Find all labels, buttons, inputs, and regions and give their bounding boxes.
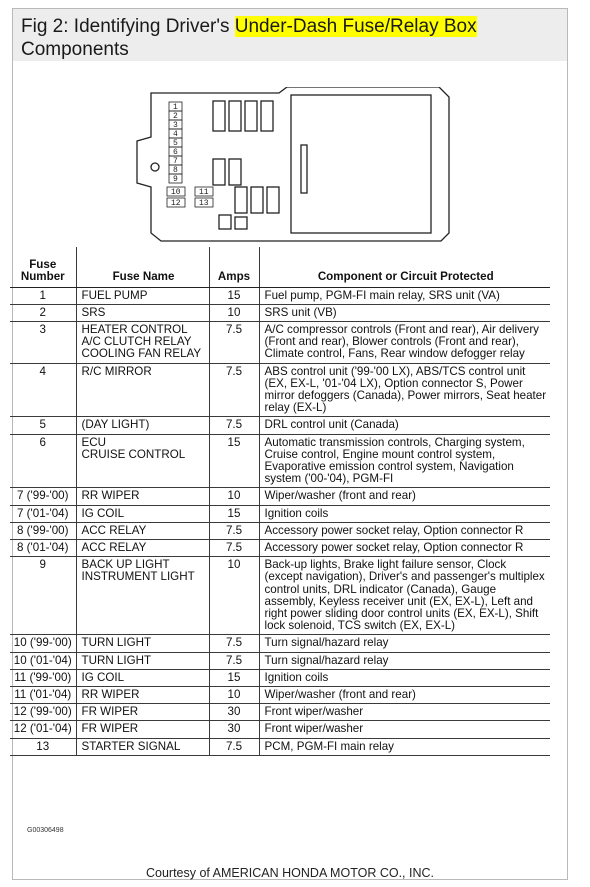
table-row <box>10 434 550 488</box>
fuse-number-cell: 10 ('99-'00) <box>10 635 76 652</box>
header-fuse-name: Fuse Name <box>76 247 209 287</box>
amps-cell: 10 <box>209 686 259 703</box>
component-cell: A/C compressor controls (Front and rear), Air delivery (Front and rear), Blower controls (Front and rear), Climate control, Fans, Rear window defogger relay <box>259 321 550 363</box>
table-row <box>10 539 550 556</box>
component-cell: Back-up lights, Brake light failure sensor, Clock (except navigation), Driver's and passenger's multiplex control units, DRL indicator (Canada), Gauge assembly, Keyless receiver unit (EX, EX-L), Left and right power sliding door control units (EX, EX-L), Shift lock solenoid, TCS switch (EX, EX-L) <box>259 557 550 635</box>
table-row <box>10 652 550 669</box>
amps-cell: 7.5 <box>209 635 259 652</box>
fuse-position-label: 8 <box>173 166 178 175</box>
amps-cell: 7.5 <box>209 321 259 363</box>
component-cell: Fuel pump, PGM-FI main relay, SRS unit (VA) <box>259 287 550 304</box>
figure-title <box>13 9 567 61</box>
component-cell: PCM, PGM-FI main relay <box>259 738 550 755</box>
fuse-number-cell: 9 <box>10 557 76 635</box>
fuse-number-cell: 7 ('01-'04) <box>10 505 76 522</box>
fuse-name-cell: ECU CRUISE CONTROL <box>76 434 209 488</box>
fuse-name-cell: BACK UP LIGHT INSTRUMENT LIGHT <box>76 557 209 635</box>
fuse-box-outline <box>137 87 449 241</box>
image-code: G00306498 <box>27 827 64 834</box>
header-component: Component or Circuit Protected <box>259 247 550 287</box>
component-cell: Wiper/washer (front and rear) <box>259 488 550 505</box>
amps-cell: 7.5 <box>209 363 259 417</box>
fuse-number-cell: 8 ('01-'04) <box>10 539 76 556</box>
fuse-name-cell: TURN LIGHT <box>76 635 209 652</box>
component-cell: Accessory power socket relay, Option connector R <box>259 522 550 539</box>
component-cell: Front wiper/washer <box>259 721 550 738</box>
fuse-name-cell: (DAY LIGHT) <box>76 417 209 434</box>
amps-cell: 30 <box>209 721 259 738</box>
table-row <box>10 505 550 522</box>
fuse-number-cell: 4 <box>10 363 76 417</box>
fuse-name-cell: SRS <box>76 304 209 321</box>
fuse-position-label: 13 <box>199 199 209 208</box>
fuse-position-label: 12 <box>171 199 181 208</box>
fuse-number-cell: 1 <box>10 287 76 304</box>
courtesy-caption: Courtesy of AMERICAN HONDA MOTOR CO., INC. <box>145 866 434 880</box>
amps-cell: 15 <box>209 669 259 686</box>
amps-cell: 7.5 <box>209 522 259 539</box>
component-cell: SRS unit (VB) <box>259 304 550 321</box>
component-cell: Automatic transmission controls, Charging system, Cruise control, Engine mount control system, Evaporative emission control system, Navigation system ('00-'04), PGM-FI <box>259 434 550 488</box>
fuse-position-label: 5 <box>173 139 178 148</box>
fuse-name-cell: RR WIPER <box>76 686 209 703</box>
fuse-position-label: 9 <box>173 175 178 184</box>
component-cell: Accessory power socket relay, Option connector R <box>259 539 550 556</box>
fuse-position-label: 6 <box>173 148 178 157</box>
relay-socket <box>291 95 431 233</box>
amps-cell: 15 <box>209 505 259 522</box>
title-highlight: Under-Dash Fuse/Relay Box <box>234 16 477 37</box>
fuse-name-cell: HEATER CONTROL A/C CLUTCH RELAY COOLING FAN RELAY <box>76 321 209 363</box>
fuse-position-label: 2 <box>173 112 178 121</box>
fuse-number-cell: 10 ('01-'04) <box>10 652 76 669</box>
fuse-position-label: 3 <box>173 121 178 130</box>
fuse-number-cell: 2 <box>10 304 76 321</box>
table-row <box>10 304 550 321</box>
table-row <box>10 669 550 686</box>
table-row <box>10 363 550 417</box>
amps-cell: 7.5 <box>209 539 259 556</box>
fuse-name-cell: ACC RELAY <box>76 539 209 556</box>
fuse-name-cell: FR WIPER <box>76 721 209 738</box>
table-row <box>10 522 550 539</box>
table-row <box>10 738 550 755</box>
header-amps: Amps <box>209 247 259 287</box>
table-row <box>10 287 550 304</box>
table-row <box>10 557 550 635</box>
fuse-name-cell: STARTER SIGNAL <box>76 738 209 755</box>
component-cell: ABS control unit ('99-'00 LX), ABS/TCS control unit (EX, EX-L, '01-'04 LX), Option connector S, Power mirror defoggers (Canada), Power mirrors, Seat heater relay (EX-L) <box>259 363 550 417</box>
amps-cell: 10 <box>209 488 259 505</box>
amps-cell: 15 <box>209 434 259 488</box>
component-cell: DRL control unit (Canada) <box>259 417 550 434</box>
amps-cell: 10 <box>209 557 259 635</box>
title-prefix: Fig 2: Identifying Driver's <box>21 16 235 37</box>
fuse-name-cell: FR WIPER <box>76 704 209 721</box>
component-cell: Ignition coils <box>259 505 550 522</box>
amps-cell: 7.5 <box>209 417 259 434</box>
fuse-number-cell: 3 <box>10 321 76 363</box>
component-cell: Front wiper/washer <box>259 704 550 721</box>
table-header-row <box>10 247 550 287</box>
fuse-number-cell: 7 ('99-'00) <box>10 488 76 505</box>
table-row <box>10 686 550 703</box>
fuse-number-cell: 11 ('99-'00) <box>10 669 76 686</box>
fuse-box-diagram <box>131 87 461 247</box>
table-row <box>10 488 550 505</box>
fuse-name-cell: IG COIL <box>76 669 209 686</box>
fuse-position-label: 10 <box>171 188 181 197</box>
fuse-position-label: 7 <box>173 157 178 166</box>
table-row <box>10 704 550 721</box>
fuse-number-cell: 6 <box>10 434 76 488</box>
amps-cell: 7.5 <box>209 652 259 669</box>
fuse-position-label: 4 <box>173 130 178 139</box>
fuse-position-label: 1 <box>173 103 178 112</box>
amps-cell: 30 <box>209 704 259 721</box>
table-row <box>10 721 550 738</box>
amps-cell: 15 <box>209 287 259 304</box>
fuse-number-cell: 5 <box>10 417 76 434</box>
fuse-number-cell: 8 ('99-'00) <box>10 522 76 539</box>
table-row <box>10 417 550 434</box>
table-row <box>10 635 550 652</box>
fuse-name-cell: TURN LIGHT <box>76 652 209 669</box>
fuse-name-cell: RR WIPER <box>76 488 209 505</box>
component-cell: Turn signal/hazard relay <box>259 635 550 652</box>
fuse-table <box>10 247 550 756</box>
fuse-name-cell: ACC RELAY <box>76 522 209 539</box>
fuse-name-cell: FUEL PUMP <box>76 287 209 304</box>
fuse-number-cell: 13 <box>10 738 76 755</box>
fuse-number-cell: 12 ('99-'00) <box>10 704 76 721</box>
header-fuse-number: Fuse Number <box>10 247 76 287</box>
table-row <box>10 321 550 363</box>
fuse-name-cell: R/C MIRROR <box>76 363 209 417</box>
component-cell: Ignition coils <box>259 669 550 686</box>
component-cell: Wiper/washer (front and rear) <box>259 686 550 703</box>
component-cell: Turn signal/hazard relay <box>259 652 550 669</box>
fuse-position-label: 11 <box>199 188 209 197</box>
relay-slot <box>301 145 307 193</box>
title-suffix: Components <box>21 39 129 60</box>
amps-cell: 10 <box>209 304 259 321</box>
fuse-name-cell: IG COIL <box>76 505 209 522</box>
fuse-number-cell: 11 ('01-'04) <box>10 686 76 703</box>
amps-cell: 7.5 <box>209 738 259 755</box>
fuse-number-cell: 12 ('01-'04) <box>10 721 76 738</box>
mounting-hole-icon <box>151 163 159 171</box>
